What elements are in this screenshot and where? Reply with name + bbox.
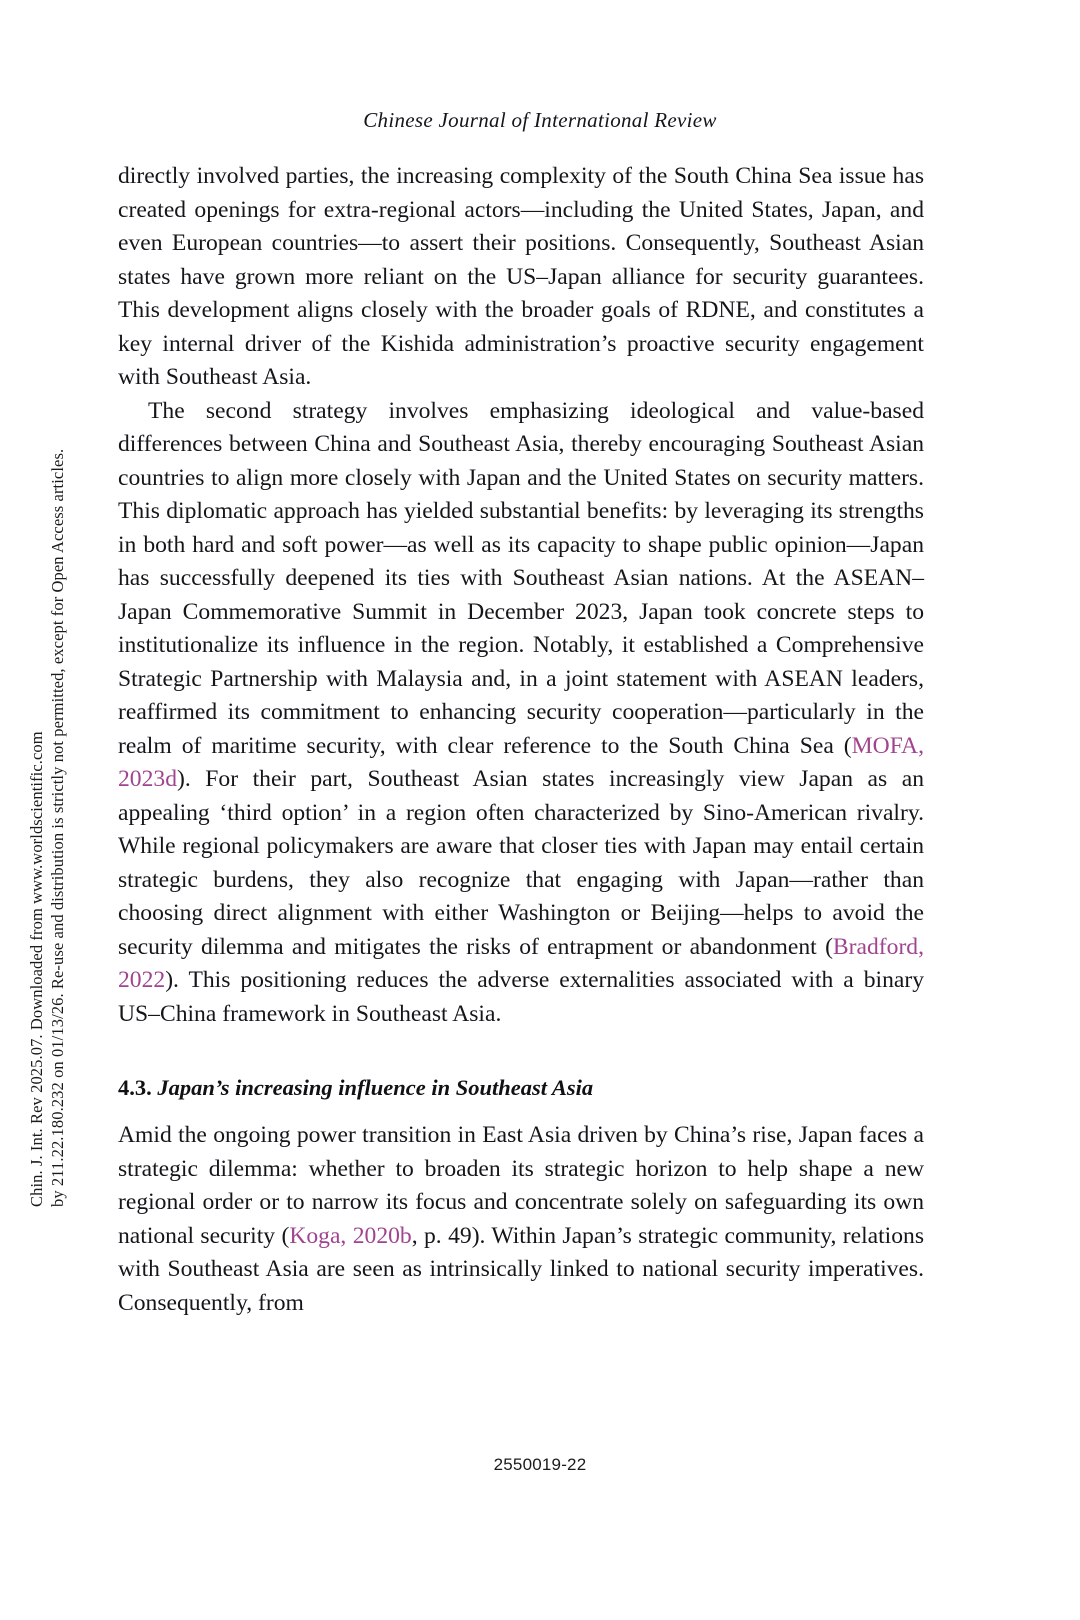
section-title: Japan’s increasing influence in Southeast Asia <box>157 1075 594 1100</box>
running-head-journal-title: Chinese Journal of International Review <box>363 108 717 132</box>
paragraph-text-part-3: ). This positioning reduces the adverse externalities associated with a binary US–China framework in Southeast Asia. <box>118 967 924 1027</box>
section-number: 4.3. <box>118 1075 152 1100</box>
section-heading-4-3 <box>118 1073 924 1103</box>
text-column <box>118 160 924 1320</box>
paragraph-text-part-1: Amid the ongoing power transition in East Asia driven by China’s rise, Japan faces a strategic dilemma: whether to broaden its strategic horizon to help shape a new regional order or to narrow its focus and concentrate solely on safeguarding its own national security ( <box>118 1122 924 1249</box>
spacer-above-heading <box>118 1031 924 1073</box>
margin-note-line-download-source: Chin. J. Int. Rev 2025.07. Downloaded from www.worldscientific.com <box>27 731 46 1207</box>
spacer-below-heading <box>118 1103 924 1119</box>
paragraph-power-transition <box>118 1119 924 1320</box>
citation-link-mofa-2023d[interactable]: MOFA, 2023d <box>118 732 924 792</box>
margin-note-line-reuse-terms: by 211.22.180.232 on 01/13/26. Re-use and distribution is strictly not permitted, except for Open Access articles. <box>48 448 67 1207</box>
paragraph-text-part-2: ). For their part, Southeast Asian states increasingly view Japan as an appealing ‘third option’ in a region often characterized by Sino-American rivalry. While regional policymakers are aware that closer ties with Japan may entail certain strategic burdens, they also recognize that engaging with Japan—rather than choosing direct alignment with either Washington or Beijing—helps to avoid the security dilemma and mitigates the risks of entrapment or abandonment ( <box>118 766 924 960</box>
paragraph-text: directly involved parties, the increasing complexity of the South China Sea issue has created openings for extra-regional actors—including the United States, Japan, and even European countries—to assert their positions. Consequently, Southeast Asian states have grown more reliant on the US–Japan alliance for security guarantees. This development aligns closely with the broader goals of RDNE, and constitutes a key internal driver of the Kishida administration’s proactive security engagement with Southeast Asia. <box>118 163 924 390</box>
page-folio-number: 2550019-22 <box>493 1455 587 1474</box>
paragraph-text-part-1: The second strategy involves emphasizing ideological and value-based differences between China and Southeast Asia, thereby encouraging Southeast Asian countries to align more closely with Japan and the United States on security matters. This diplomatic approach has yielded substantial benefits: by leveraging its strengths in both hard and soft power—as well as its capacity to shape public opinion—Japan has successfully deepened its ties with Southeast Asian nations. At the ASEAN–Japan Commemorative Summit in December 2023, Japan took concrete steps to institutionalize its influence in the region. Notably, it established a Comprehensive Strategic Partnership with Malaysia and, in a joint statement with ASEAN leaders, reaffirmed its commitment to enhancing security cooperation—particularly in the realm of maritime security, with clear reference to the South China Sea ( <box>118 397 924 759</box>
citation-link-bradford-2022[interactable]: Bradford, 2022 <box>118 933 924 993</box>
paragraph-text-part-2: , p. 49). Within Japan’s strategic community, relations with Southeast Asia are seen as intrinsically linked to national security imperatives. Consequently, from <box>118 1222 925 1316</box>
paragraph-continued-south-china-sea <box>118 160 924 395</box>
left-margin-access-notice <box>0 0 70 1620</box>
citation-link-koga-2020b[interactable]: Koga, 2020b <box>289 1222 412 1249</box>
paragraph-second-strategy <box>118 395 924 1032</box>
